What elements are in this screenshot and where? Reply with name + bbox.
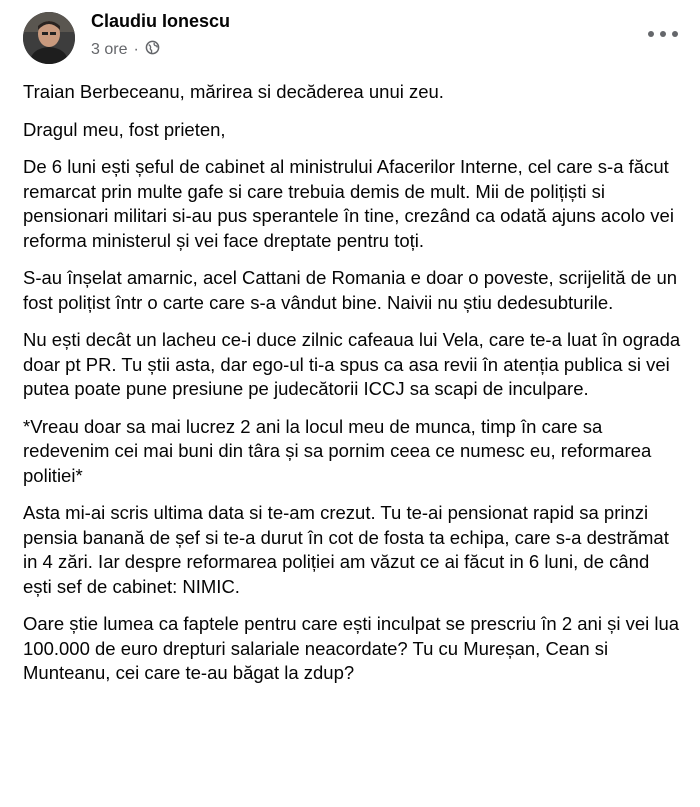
post-paragraph: Oare știe lumea ca faptele pentru care ești inculpat se prescriu în 2 ani și vei lua 100.000 de euro drepturi salariale neacordate? Tu cu Mureșan, Cean si Munteanu, cei care te-au băgat la zdup? [23, 613, 680, 683]
meta-separator: · [133, 41, 139, 58]
menu-dot [660, 31, 666, 37]
post-paragraph: Traian Berbeceanu, mărirea si decăderea unui zeu. [23, 81, 444, 102]
post-paragraph: Asta mi-ai scris ultima data si te-am crezut. Tu te-ai pensionat rapid sa prinzi pensia banană de șef si te-a durut în cot de fosta ta echipa, care s-a destrămat in 4 zări. Iar despre reformarea poliției am văzut ce ai făcut in 6 luni, de când ești sef de cabinet: NIMIC. [23, 502, 669, 597]
globe-icon [145, 40, 160, 60]
post-paragraph: Dragul meu, fost prieten, [23, 118, 226, 140]
menu-dot [648, 31, 654, 37]
post-timestamp[interactable]: 3 ore [91, 41, 128, 58]
profile-photo [23, 12, 75, 64]
post-meta [91, 40, 160, 60]
post-body [23, 80, 683, 699]
post-paragraph: *Vreau doar sa mai lucrez 2 ani la locul meu de munca, timp în care sa redevenim cei mai buni din târa și sa pornim ceea ce numesc eu, reformarea politiei* [23, 415, 652, 486]
more-horizontal-icon[interactable] [648, 24, 678, 44]
post-paragraph: S-au înșelat amarnic, acel Cattani de Romania e doar o poveste, scrijelită de un fost polițist într o carte care s-a vândut bine. Naivii nu știu dedesubturile. [23, 267, 678, 313]
post-paragraph: De 6 luni ești șeful de cabinet al ministrului Afacerilor Interne, cel care s-a făcut remarcat prin multe gafe si care trebuia demis de mult. Mii de polițiști si pensionari militari si-au pus sperantele în tine, crezând ca odată ajuns acolo vei reforma ministerul și vei face dreptate pentru toți. [23, 156, 674, 251]
post-header [0, 0, 700, 70]
author-name[interactable]: Claudiu Ionescu [91, 11, 231, 31]
post-paragraph: Nu ești decât un lacheu ce-i duce zilnic cafeaua lui Vela, care te-a luat în ograda doar pt PR. Tu știi asta, dar ego-ul ti-a spus ca asa revii în atenția publica si vei putea poate pune presiune pe judecătorii ICCJ sa scapi de inculpare. [23, 329, 681, 399]
avatar[interactable] [23, 12, 75, 64]
menu-dot [672, 31, 678, 37]
